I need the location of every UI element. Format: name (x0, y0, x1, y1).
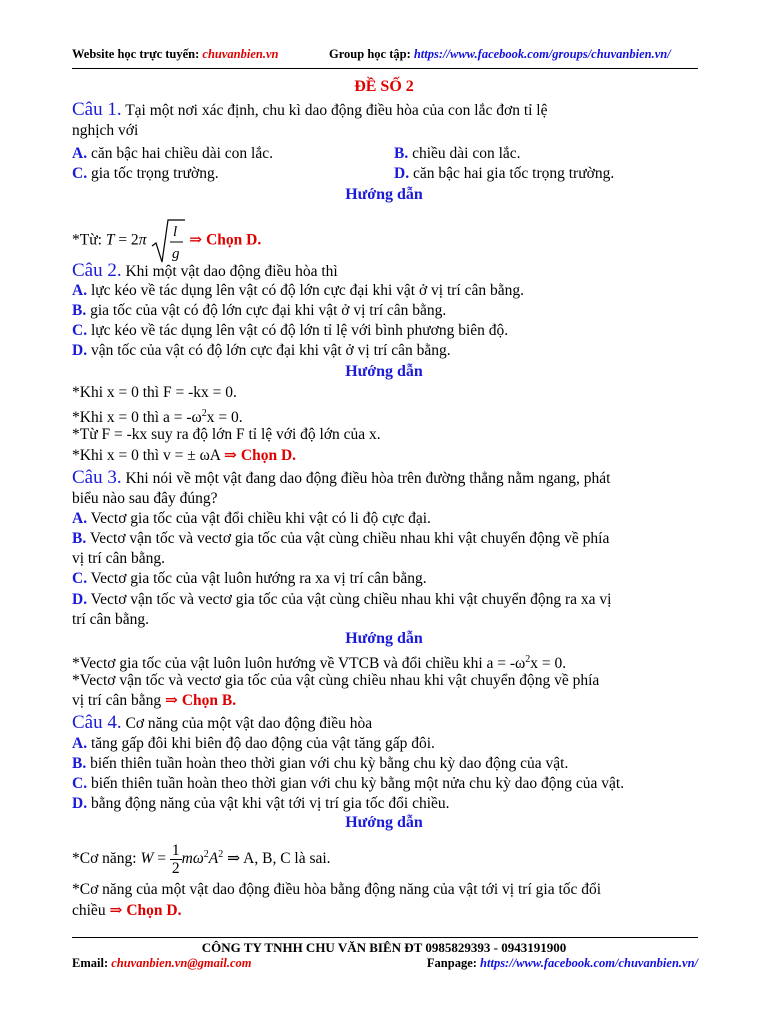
footer-company: CÔNG TY TNHH CHU VĂN BIÊN ĐT 0985829393 - 0943191900 (201, 940, 567, 955)
question-3-number: Câu 3. (72, 467, 122, 488)
q4-solution-formula: *Cơ năng: W = $\frac{1}{2}$ $m\omega^2A^2$ ⇒ A, B, C là sai. (72, 842, 331, 878)
question-1-number: Câu 1. (72, 99, 122, 120)
q4-option-a: A. tăng gấp đôi khi biên độ dao động của vật tăng gấp đôi. (72, 735, 435, 752)
q2-solution-1: *Khi x = 0 thì F = -kx = 0. (72, 384, 237, 401)
q4-solution-2: *Cơ năng của một vật dao động điều hòa bằng động năng của vật tới vị trí gia tốc đổi (72, 881, 602, 898)
q2-solution-3: *Từ F = -kx suy ra độ lớn F tỉ lệ với độ lớn của x. (72, 426, 381, 443)
question-4-number: Câu 4. (72, 712, 122, 733)
question-4-stem: Câu 4. Cơ năng của một vật dao động điều hòa (72, 712, 373, 733)
question-3-line-2: biểu nào sau đây đúng? (72, 490, 218, 507)
q3-solution-heading: Hướng dẫn (345, 630, 423, 647)
q2-option-b: B. gia tốc của vật có độ lớn cực đại khi vật ở vị trí cân bằng. (72, 302, 447, 319)
website-link[interactable]: chuvanbien.vn (202, 47, 279, 61)
implies-arrow-icon: ⇒ (109, 902, 123, 919)
q3-option-d-cont: trí cân bằng. (72, 611, 150, 628)
fanpage-link[interactable]: https://www.facebook.com/chuvanbien.vn/ (480, 956, 698, 970)
question-2-number: Câu 2. (72, 260, 122, 281)
q4-answer: Chọn D. (126, 902, 182, 919)
header-divider (72, 68, 698, 69)
q4-option-c: C. biến thiên tuần hoàn theo thời gian với chu kỳ bằng một nửa chu kỳ dao động của vật. (72, 775, 625, 792)
q3-solution-1: *Vectơ gia tốc của vật luôn luôn hướng về VTCB và đổi chiều khi $a = -\omega^2x = 0$. (72, 654, 567, 673)
q3-option-b-cont: vị trí cân bằng. (72, 550, 165, 567)
sqrt-denominator-g: g (172, 246, 180, 262)
q3-solution-2: *Vectơ vận tốc và vectơ gia tốc của vật cùng chiều nhau khi vật chuyển động về phía (72, 672, 600, 689)
q2-option-d: D. vận tốc của vật có độ lớn cực đại khi vật ở vị trí cân bằng. (72, 342, 451, 359)
implies-arrow-icon: ⇒ (189, 231, 203, 249)
footer-email: Email: chuvanbien.vn@gmail.com (72, 956, 252, 970)
q4-option-b: B. biến thiên tuần hoàn theo thời gian với chu kỳ bằng chu kỳ dao động của vật. (72, 755, 569, 772)
footer-fanpage: Fanpage: https://www.facebook.com/chuvanbien.vn/ (426, 956, 698, 970)
implies-arrow-icon: ⇒ (227, 850, 241, 868)
page-title: ĐỀ SỐ 2 (354, 78, 414, 95)
implies-arrow-icon: ⇒ (224, 447, 238, 464)
sqrt-numerator-l: l (173, 224, 178, 240)
q1-option-c: C. gia tốc trọng trường. (72, 165, 219, 182)
q1-solution-line: *Từ: T = 2π l g ⇒ Chọn D. (72, 218, 261, 264)
q3-answer: Chọn B. (181, 692, 237, 709)
q4-option-d: D. bằng động năng của vật khi vật tới vị trí gia tốc đổi chiều. (72, 795, 450, 812)
question-1-line-2: nghịch với (72, 122, 139, 139)
footer-divider (72, 937, 698, 938)
q2-option-c: C. lực kéo về tác dụng lên vật có độ lớn tỉ lệ với bình phương biên độ. (72, 322, 509, 339)
q2-solution-4: *Khi x = 0 thì v = ± ωA ⇒ Chọn D. (72, 447, 297, 464)
q4-solution-3: chiều ⇒ Chọn D. (72, 902, 182, 919)
q2-solution-heading: Hướng dẫn (345, 363, 423, 380)
q2-answer: Chọn D. (240, 447, 297, 464)
q2-solution-2: *Khi x = 0 thì $a = -\omega^2x = 0$. (72, 408, 243, 427)
q2-option-a: A. lực kéo về tác dụng lên vật có độ lớn cực đại khi vật ở vị trí cân bằng. (72, 282, 524, 299)
fraction-one-half: $\frac{1}{2}$ (171, 842, 180, 878)
q3-option-c: C. Vectơ gia tốc của vật luôn hướng ra xa vị trí cân bằng. (72, 570, 427, 587)
email-link[interactable]: chuvanbien.vn@gmail.com (111, 956, 252, 970)
question-3-line-1: Câu 3. Khi nói về một vật đang dao động điều hòa trên đường thẳng nằm ngang, phát (72, 467, 611, 488)
q3-option-b: B. Vectơ vận tốc và vectơ gia tốc của vật cùng chiều nhau khi vật chuyển động về phía (72, 530, 610, 547)
q1-option-b: B. chiều dài con lắc. (394, 145, 521, 162)
q4-solution-heading: Hướng dẫn (345, 814, 423, 831)
implies-arrow-icon: ⇒ (164, 692, 178, 709)
q3-option-d: D. Vectơ vận tốc và vectơ gia tốc của vật cùng chiều nhau khi vật chuyển động ra xa vị (72, 591, 612, 608)
website-info: Website học trực tuyến: chuvanbien.vn (72, 47, 279, 61)
group-info: Group học tập: https://www.facebook.com/groups/chuvanbien.vn/ (329, 47, 671, 61)
sqrt-fraction-formula (151, 218, 185, 264)
q3-option-a: A. Vectơ gia tốc của vật đổi chiều khi vật có li độ cực đại. (72, 510, 431, 527)
q1-solution-heading: Hướng dẫn (345, 186, 423, 203)
group-link[interactable]: https://www.facebook.com/groups/chuvanbien.vn/ (413, 47, 671, 61)
question-1-line-1: Câu 1. Tại một nơi xác định, chu kì dao động điều hòa của con lắc đơn tỉ lệ (72, 99, 548, 120)
q1-option-a: A. căn bậc hai chiều dài con lắc. (72, 145, 273, 162)
q1-answer: Chọn D. (206, 231, 262, 249)
question-2-stem: Câu 2. Khi một vật dao động điều hòa thì (72, 260, 338, 281)
q1-option-d: D. căn bậc hai gia tốc trọng trường. (394, 165, 615, 182)
q3-solution-3: vị trí cân bằng ⇒ Chọn B. (72, 692, 237, 709)
